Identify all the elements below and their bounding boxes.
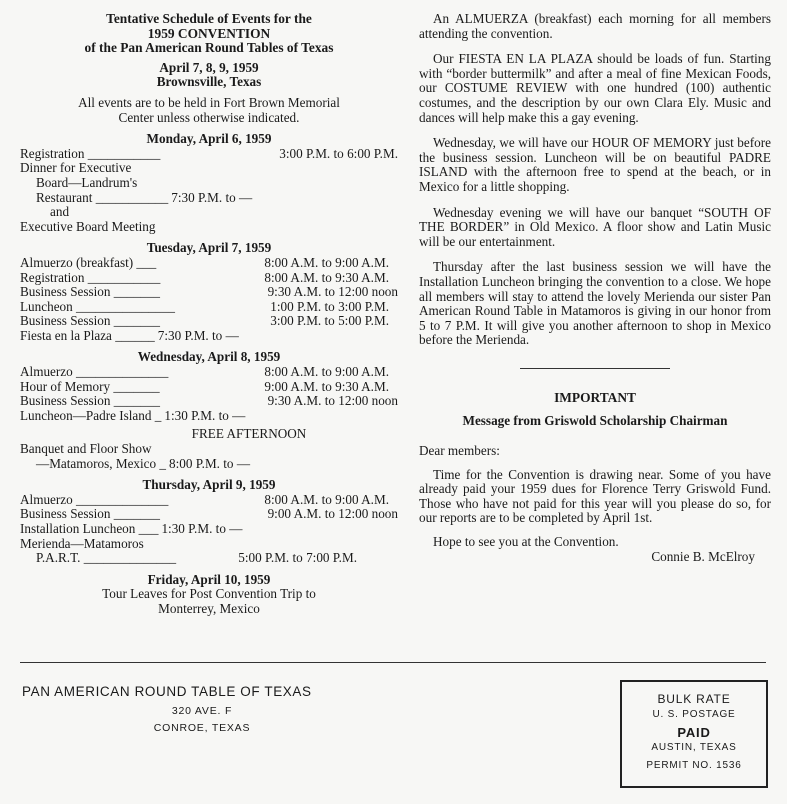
return-address [22,684,362,737]
schedule-row [20,507,398,522]
friday-tour-line2: Monterrey, Mexico [158,600,260,616]
paragraph-fiesta: Our FIESTA EN LA PLAZA should be loads of fun. Starting with “border buttermilk” and after a meal of fine Mexican Foods, our COSTUME REVIEW with one hundred (100) authentic costumes, and the description by our own Clara Ely. Music and dances will help make this a gay evening. [419,51,771,125]
monday-heading: Monday, April 6, 1959 [146,131,272,147]
event-time: 5:00 P.M. to 7:00 P.M. [238,550,357,566]
friday-tour-line1: Tour Leaves for Post Convention Trip to [102,586,316,602]
wednesday-heading: Wednesday, April 8, 1959 [137,349,281,365]
schedule-row [20,551,398,566]
thursday-heading: Thursday, April 9, 1959 [142,477,276,493]
indicia-paid: PAID [677,725,711,740]
schedule-title-line3: of the Pan American Round Tables of Texas [84,40,334,56]
section-divider [520,368,670,369]
message-title: Message from Griswold Scholarship Chairman [462,413,728,429]
event-name: Installation Luncheon ___ [20,521,159,536]
event-time: 3:00 P.M. to 5:00 P.M. [270,313,389,329]
schedule-row [20,380,398,395]
event-time: 9:30 A.M. to 12:00 noon [267,284,398,300]
paragraph-banquet: Wednesday evening we will have our banquet “SOUTH OF THE BORDER” in Old Mexico. A floor show and Latin Music will be our entertainment. [419,204,771,249]
event-time: 8:00 A.M. to 9:00 A.M. [264,491,389,507]
event-time: 1:30 P.M. to — [164,407,246,423]
event-name: P.A.R.T. ______________ [36,550,177,566]
indicia-city: AUSTIN, TEXAS [651,742,737,753]
event-name: Restaurant ___________ [36,189,169,205]
friday-heading: Friday, April 10, 1959 [147,571,271,587]
event-name: Almuerzo ______________ [20,364,169,380]
schedule-row [20,147,398,162]
footer-divider [20,662,766,663]
free-afternoon: FREE AFTERNOON [191,426,307,442]
schedule-row [20,394,398,409]
schedule-row [20,457,398,472]
schedule-row [20,365,398,380]
event-time: 1:00 P.M. to 3:00 P.M. [270,298,389,314]
event-time: 8:00 A.M. to 9:30 A.M. [264,269,389,285]
convention-location: Brownsville, Texas [156,74,262,90]
schedule-row [20,493,398,508]
salutation: Dear members: [419,443,500,459]
signature: Connie B. McElroy [651,548,755,564]
event-name: Merienda—Matamoros [20,535,144,551]
address-city: CONROE, TEXAS [153,722,251,734]
event-time: 7:30 P.M. to — [157,327,239,343]
paragraph-almuerzo: An ALMUERZA (breakfast) each morning for all members attending the convention. [419,11,771,41]
schedule-row [20,409,398,424]
event-time: 9:30 A.M. to 12:00 noon [267,393,398,409]
closing-line: Hope to see you at the Convention. [433,534,619,550]
postage-indicia [620,680,768,788]
schedule-row [20,271,398,286]
event-name: Executive Board Meeting [20,218,156,234]
indicia-postage: U. S. POSTAGE [652,709,736,720]
indicia-permit: PERMIT NO. 1536 [646,760,742,771]
event-name: Registration ___________ [20,145,161,161]
event-name: Luncheon—Padre Island _ [20,407,162,423]
paragraph-thursday: Thursday after the last business session we will have the Installation Luncheon bringing the convention to a close. We hope all members will stay to attend the lovely Merienda our sister Pan American Round Table in Matamoros is giving in our honor from 5 to 7 P.M. It will give you another afternoon to shop in Mexico before the Merienda. [419,259,771,348]
address-street: 320 AVE. F [171,705,233,717]
schedule-row [20,329,398,344]
event-time: 8:00 A.M. to 9:00 A.M. [264,364,389,380]
event-name: Banquet and Floor Show [20,441,152,457]
event-name: Business Session _______ [20,284,160,300]
event-name: Business Session _______ [20,506,160,522]
event-name: Business Session _______ [20,313,160,329]
schedule-row [20,314,398,329]
paragraph-hour-of-memory: Wednesday, we will have our HOUR OF MEMORY just before the business session. Luncheon will be on beautiful PADRE ISLAND with the afternoon free to spend at the beach, or in Mexico for a little shopping. [419,135,771,194]
schedule-row [20,256,398,271]
event-time: 8:00 A.M. to 9:00 A.M. [264,254,389,270]
event-time: 8:00 P.M. to — [169,455,251,471]
letter-paragraph: Time for the Convention is drawing near. Some of you have already paid your 1959 dues for Florence Terry Griswold Fund. Those who have not paid for this year will you please do so, for our reports are to be completed by April 1st. [419,466,771,526]
event-name: Board—Landrum's [36,174,138,190]
organization-name: PAN AMERICAN ROUND TABLE OF TEXAS [22,684,312,699]
indicia-bulk-rate: BULK RATE [657,692,731,706]
event-time: 1:30 P.M. to — [161,521,243,536]
event-time: 9:00 A.M. to 9:30 A.M. [264,378,389,394]
event-name: Fiesta en la Plaza ______ [20,327,155,343]
event-name: —Matamoros, Mexico _ [36,455,167,471]
schedule-title-line2: 1959 CONVENTION [147,25,271,41]
schedule-column [20,12,398,617]
venue-note-line1: All events are to be held in Fort Brown Memorial [78,94,340,110]
schedule-row [20,191,398,206]
event-time: 9:00 A.M. to 12:00 noon [267,506,398,522]
schedule-row [20,300,398,315]
tuesday-heading: Tuesday, April 7, 1959 [146,240,272,256]
event-time: 3:00 P.M. to 6:00 P.M. [279,145,398,161]
venue-note-line2: Center unless otherwise indicated. [118,109,300,125]
event-name: Almuerzo (breakfast) ___ [20,254,157,270]
event-name: and [50,204,70,220]
event-name: Dinner for Executive [20,160,132,176]
convention-dates: April 7, 8, 9, 1959 [159,59,259,75]
important-heading: IMPORTANT [554,389,636,405]
schedule-row [20,522,398,537]
schedule-row [20,285,398,300]
event-time: 7:30 P.M. to — [171,189,253,205]
event-name: Hour of Memory _______ [20,378,160,394]
event-name: Registration ___________ [20,269,161,285]
details-column [419,12,771,564]
schedule-title-line1: Tentative Schedule of Events for the [106,11,312,26]
event-name: Luncheon _______________ [20,298,175,314]
event-name: Business Session _______ [20,393,160,409]
event-name: Almuerzo ______________ [20,491,169,507]
